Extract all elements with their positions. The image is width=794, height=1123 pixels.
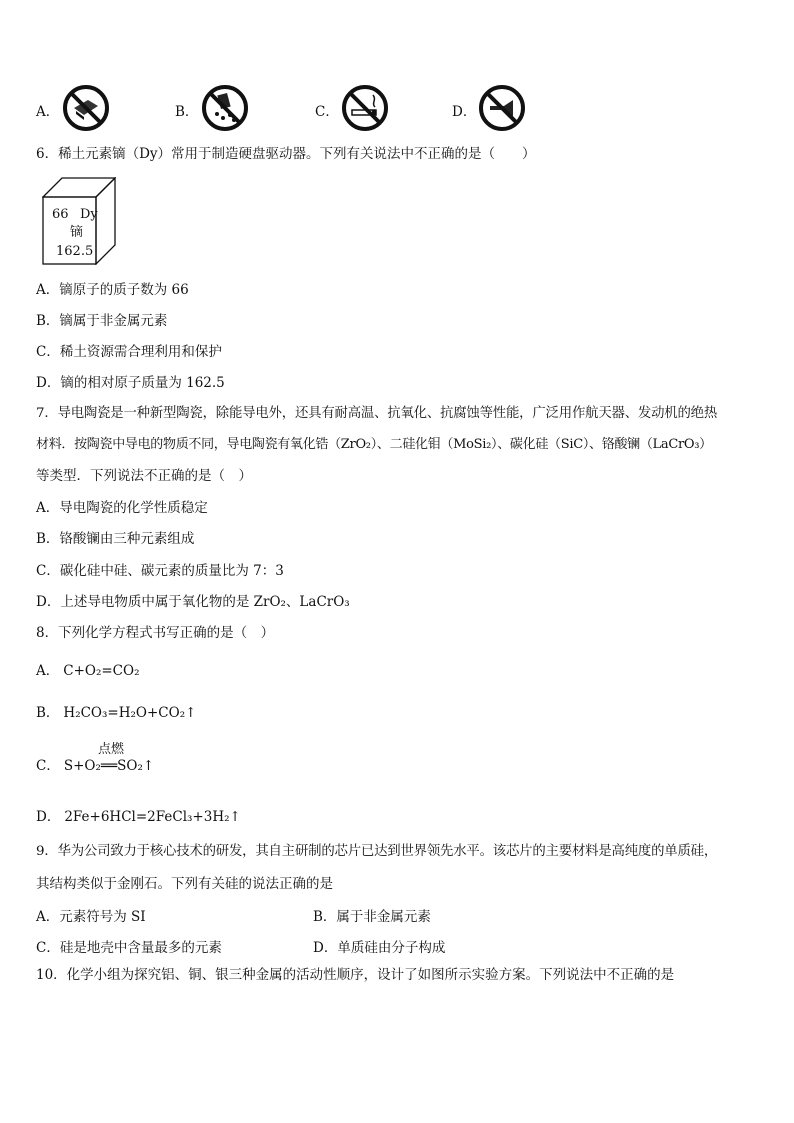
q8-option-b-equation: H₂CO₃=H₂O+CO₂↑ [63, 705, 197, 721]
q7-option-d: D．上述导电物质中属于氧化物的是 ZrO₂、LaCrO₃ [36, 594, 350, 610]
q6-stem: 6．稀土元素镝（Dy）常用于制造硬盘驱动器。下列有关说法中不正确的是（ ） [36, 146, 536, 162]
element-mass: 162.5 [56, 244, 94, 259]
q9-option-b: B．属于非金属元素 [313, 909, 431, 925]
q8-option-c [36, 754, 154, 774]
q9-stem-line1: 9．华为公司致力于核心技术的研发，其自主研制的芯片已达到世界领先水平。该芯片的主要材料是高纯度的单质硅， [36, 844, 718, 859]
q6-option-c: C．稀土资源需合理利用和保护 [36, 344, 222, 360]
q9-option-a: A．元素符号为 SI [36, 909, 146, 925]
no-smoking-icon [341, 84, 389, 132]
q9-option-c: C．硅是地壳中含量最多的元素 [36, 940, 222, 956]
q9-stem-line2: 其结构类似于金刚石。下列有关硅的说法正确的是 [36, 876, 333, 892]
q7-stem-line3: 等类型．下列说法不正确的是（ ） [36, 468, 252, 484]
q6-option-d: D．镝的相对原子质量为 162.5 [36, 375, 225, 391]
q5-option-b-label: B． [175, 104, 199, 120]
q7-option-b: B．铬酸镧由三种元素组成 [36, 531, 195, 547]
q7-option-c: C．碳化硅中硅、碳元素的质量比为 7：3 [36, 563, 284, 579]
q8-option-a [36, 659, 140, 679]
q8-option-c-label: C． [36, 758, 60, 774]
q8-option-d-equation: 2Fe+6HCl=2FeCl₃+3H₂↑ [64, 809, 241, 825]
q8-option-c-condition: 点燃 [98, 742, 125, 757]
q5-option-c-label: C． [315, 104, 339, 120]
q9-option-d: D．单质硅由分子构成 [313, 940, 446, 956]
element-number: 66 [52, 207, 69, 222]
q8-option-d [36, 805, 241, 825]
element-symbol: Dy [80, 207, 98, 222]
no-horn-icon [478, 84, 526, 132]
q6-option-b: B．镝属于非金属元素 [36, 313, 168, 329]
q6-option-a: A．镝原子的质子数为 66 [36, 282, 189, 298]
q8-option-b-label: B． [36, 705, 60, 721]
q7-stem-line1: 7．导电陶瓷是一种新型陶瓷，除能导电外，还具有耐高温、抗氧化、抗腐蚀等性能，广泛用作航天器、发动机的绝热 [36, 406, 718, 421]
q8-option-a-equation: C+O₂=CO₂ [63, 663, 140, 679]
q5-option-a-label: A． [36, 104, 60, 120]
q8-option-a-label: A． [36, 663, 60, 679]
q7-stem-line2: 材料．按陶瓷中导电的物质不同，导电陶瓷有氧化锆（ZrO₂）、二硅化钼（MoSi₂）、碳化硅（SiC）、铬酸镧（LaCrO₃） [36, 437, 712, 452]
q5-option-d-label: D． [452, 104, 477, 120]
q8-stem: 8．下列化学方程式书写正确的是（ ） [36, 625, 275, 641]
no-disposal-icon [62, 84, 110, 132]
q8-option-c-equation: S+O₂══SO₂↑ [63, 758, 155, 774]
q7-option-a: A．导电陶瓷的化学性质稳定 [36, 500, 208, 516]
element-name: 镝 [70, 225, 84, 240]
q8-option-b [36, 701, 196, 721]
q8-option-d-label: D． [36, 809, 61, 825]
no-littering-icon [201, 84, 249, 132]
q10-stem: 10．化学小组为探究铝、铜、银三种金属的活动性顺序，设计了如图所示实验方案。下列说法中不正确的是 [36, 967, 675, 983]
